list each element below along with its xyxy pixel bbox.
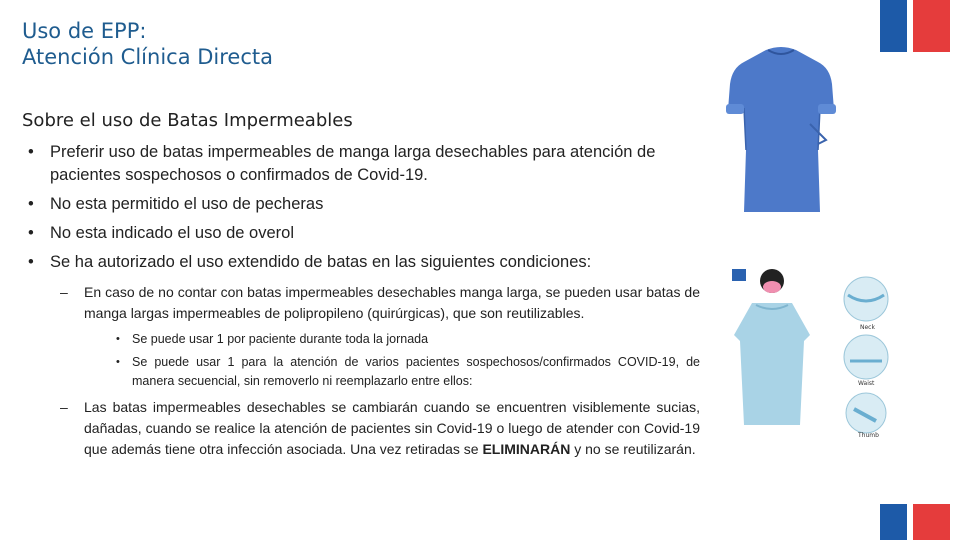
bullet-list [28, 141, 700, 460]
isolation-gown-image [730, 265, 900, 440]
blue-gown-image [722, 40, 840, 220]
flag-decoration-top [880, 0, 950, 52]
neck-label: Neck [860, 324, 875, 331]
thumb-label: Thumb [858, 432, 879, 439]
sub-item [60, 397, 700, 460]
sub-item-text: Las batas impermeables desechables se cambiarán cuando se encuentren visiblemente sucias, dañadas, cuando se realice la atención de pacientes sin Covid-19 o luego de atender con Covid-19 que además tiene otra infección asociada. Una vez retiradas se [84, 399, 700, 457]
section-subtitle: Sobre el uso de Batas Impermeables [22, 110, 353, 131]
sub-item [60, 282, 700, 391]
bullet-item: • No esta permitido el uso de pecheras [28, 193, 700, 216]
waist-label: Waist [858, 380, 875, 387]
sub-sub-item: • Se puede usar 1 para la atención de varios pacientes sospechosos/confirmados COVID-19, de manera secuencial, sin removerlo ni reemplazarlo entre ellos: [114, 353, 700, 391]
page-title [22, 18, 273, 70]
bullet-item [28, 251, 700, 460]
title-line-1: Uso de EPP: [22, 19, 147, 43]
title-line-2: Atención Clínica Directa [22, 45, 273, 69]
bullet-item: • No esta indicado el uso de overol [28, 222, 700, 245]
bullet-item: • Preferir uso de batas impermeables de manga larga desechables para atención de pacientes sospechosos o confirmados de Covid-19. [28, 141, 700, 187]
bold-word: ELIMINARÁN [482, 441, 571, 457]
bullet-item-text: Se ha autorizado el uso extendido de batas en las siguientes condiciones: [50, 253, 592, 271]
content-body [28, 141, 700, 466]
flag-decoration-bottom [880, 504, 950, 540]
sub-item-text-end: y no se reutilizarán. [570, 441, 696, 457]
sub-item-text: En caso de no contar con batas impermeables desechables manga larga, se pueden usar batas de manga largas impermeables de polipropileno (quirúrgicas), que son reutilizables. [84, 284, 700, 321]
sub-sub-item: • Se puede usar 1 por paciente durante toda la jornada [114, 330, 700, 349]
sub-list [60, 282, 700, 460]
sub-sub-list [114, 330, 700, 391]
